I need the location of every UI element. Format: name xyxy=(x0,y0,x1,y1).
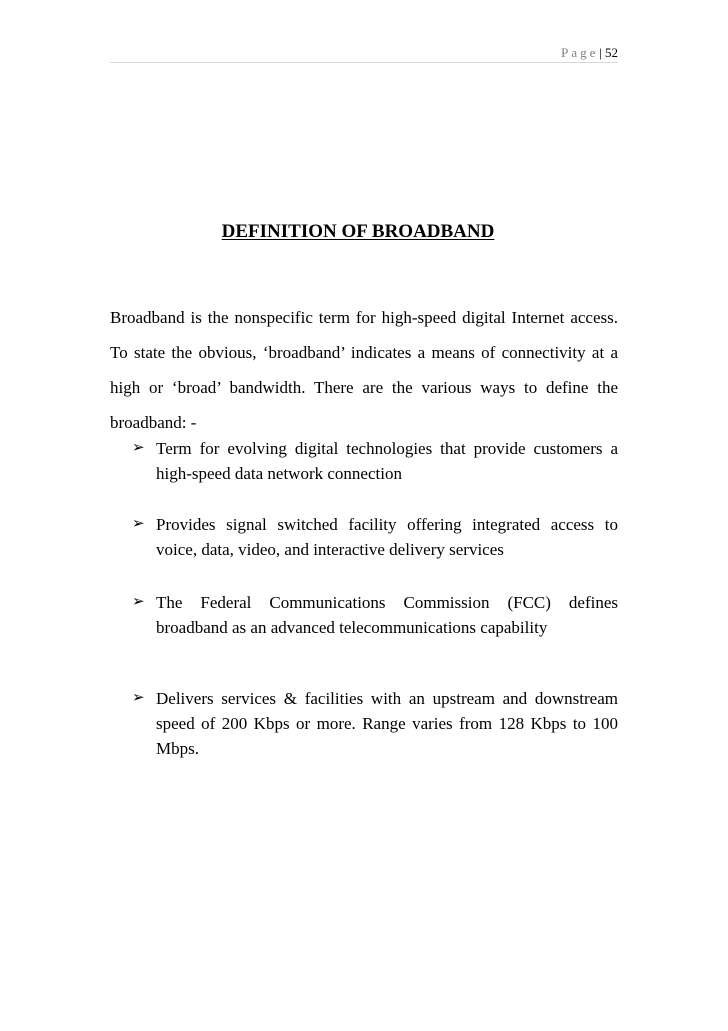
page-separator: | xyxy=(599,45,602,60)
list-item xyxy=(132,590,618,640)
page-header xyxy=(110,44,618,62)
header-divider xyxy=(110,62,618,63)
arrow-bullet-icon: ➢ xyxy=(132,690,145,706)
list-item-text: The Federal Communications Commission (FCC) defines broadband as an advanced telecommunications capability xyxy=(156,593,618,637)
page-number: 52 xyxy=(605,45,618,60)
arrow-bullet-icon: ➢ xyxy=(132,440,145,456)
arrow-bullet-icon: ➢ xyxy=(132,594,145,610)
list-item-text: Provides signal switched facility offering integrated access to voice, data, video, and interactive delivery services xyxy=(156,515,618,559)
page-label: Page xyxy=(561,45,599,60)
intro-paragraph: Broadband is the nonspecific term for high-speed digital Internet access. To state the obvious, ‘broadband’ indicates a means of connectivity at a high or ‘broad’ bandwidth. There are the various ways to define the broadband: - xyxy=(110,308,618,432)
list-item-text: Delivers services & facilities with an upstream and downstream speed of 200 Kbps or more. Range varies from 128 Kbps to 100 Mbps. xyxy=(156,689,618,758)
arrow-bullet-icon: ➢ xyxy=(132,516,145,532)
list-item-text: Term for evolving digital technologies that provide customers a high-speed data network connection xyxy=(156,439,618,483)
section-title: DEFINITION OF BROADBAND xyxy=(221,221,495,242)
list-item xyxy=(132,686,618,761)
list-item xyxy=(132,512,618,562)
list-item xyxy=(132,436,618,486)
